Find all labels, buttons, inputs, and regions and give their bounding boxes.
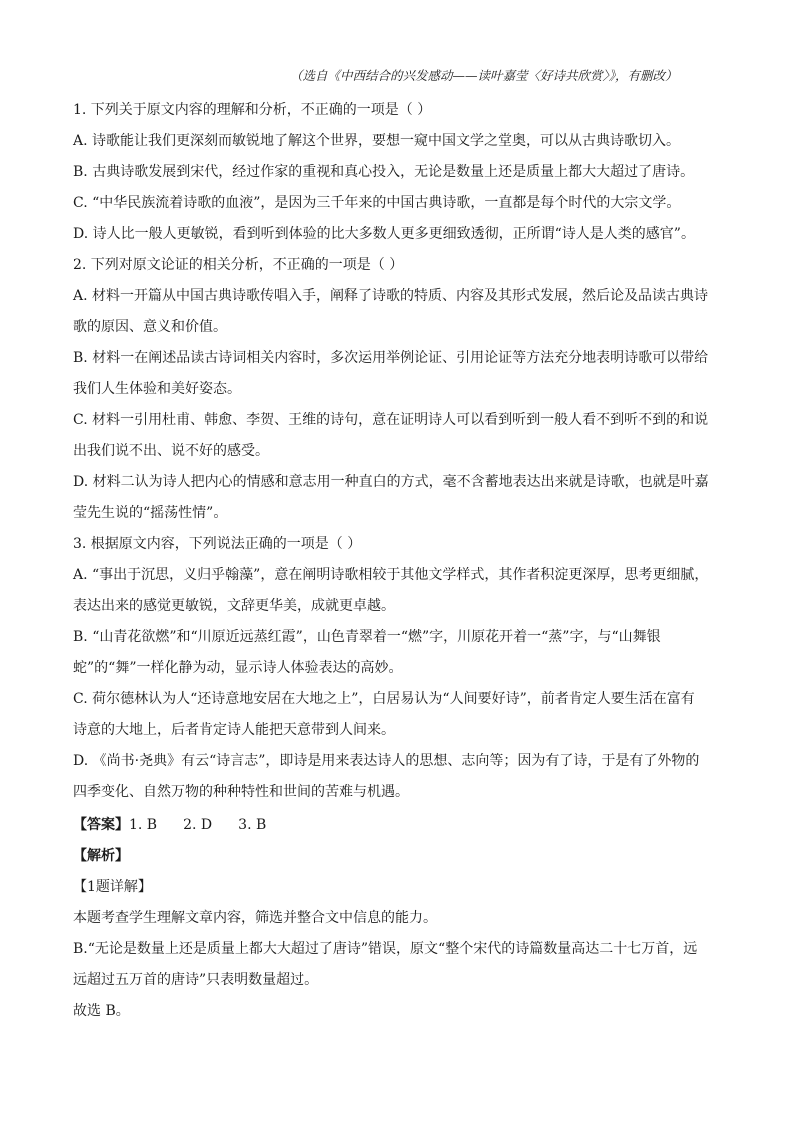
- analysis-line-2: B.“无论是数量上还是质量上都大大超过了唐诗”错误，原文“整个宋代的诗篇数量高达二十七万首，远: [73, 941, 698, 957]
- answer-item-1: 1. B: [129, 817, 158, 833]
- question-3-option-c-line2: 诗意的大地上，后者肯定诗人能把天意带到人间来。: [73, 722, 395, 738]
- question-2-option-b-line1: B. 材料一在阐述品读古诗词相关内容时，多次运用举例论证、引用论证等方法充分地表明诗歌可以带给: [73, 350, 709, 366]
- analysis-heading: [73, 847, 129, 865]
- question-2-option-d-line1: D. 材料二认为诗人把内心的情感和意志用一种直白的方式，毫不含蓄地表达出来就是诗歌，也就是叶嘉: [73, 474, 709, 490]
- source-note: （选自《中西结合的兴发感动——读叶嘉莹〈好诗共欣赏〉》，有删改）: [290, 68, 678, 83]
- question-2-option-a-line2: 歌的原因、意义和价值。: [73, 319, 227, 335]
- question-3-option-d-line2: 四季变化、自然万物的种种特性和世间的苦难与机遇。: [73, 784, 409, 800]
- analysis-sub-tag: 【 1题详解 】: [73, 879, 152, 895]
- question-2-option-b-line2: 我们人生体验和美好姿态。: [73, 381, 241, 397]
- answer-item-2: 2. D: [183, 817, 213, 833]
- question-3-option-a-line2: 表达出来的感觉更敏锐，文辞更华美，成就更卓越。: [73, 598, 395, 614]
- analysis-line-4: 故选 B。: [73, 1003, 130, 1019]
- analysis-sub-heading: [73, 878, 152, 896]
- question-2-option-c-line2: 出我们说不出、说不好的感受。: [73, 443, 269, 459]
- question-2-stem: 2. 下列对原文论证的相关分析，不正确的一项是（ ）: [73, 257, 404, 273]
- question-3-option-d-line1: D. 《尚书·尧典》有云“诗言志”，即诗是用来表达诗人的思想、志向等；因为有了诗，于是有了外物的: [73, 753, 700, 769]
- analysis-tag: 【 解析 】: [73, 848, 129, 864]
- question-1-option-b: B. 古典诗歌发展到宋代，经过作家的重视和真心投入，无论是数量上还是质量上都大大超过了唐诗。: [73, 164, 695, 180]
- question-3-option-b-line2: 蛇”的“舞”一样化静为动，显示诗人体验表达的高妙。: [73, 660, 403, 676]
- question-2-option-c-line1: C. 材料一引用杜甫、韩愈、李贺、王维的诗句，意在证明诗人可以看到听到一般人看不到听不到的和说: [73, 412, 709, 428]
- answer-tag: 【 答案 】: [73, 817, 129, 833]
- question-3-option-a-line1: A. “事出于沉思，义归乎翰藻”，意在阐明诗歌相较于其他文学样式，其作者积淀更深厚，思考更细腻，: [73, 567, 709, 583]
- question-3-option-b-line1: B. “山青花欲燃”和“川原近远蒸红霞”，山色青翠着一“燃”字，川原花开着一“蒸”字，与“山舞银: [73, 629, 661, 645]
- analysis-line-3: 远超过五万首的唐诗”只表明数量超过。: [73, 972, 319, 988]
- question-3-stem: 3. 根据原文内容，下列说法正确的一项是（ ）: [73, 536, 362, 552]
- analysis-line-1: 本题考查学生理解文章内容，筛选并整合文中信息的能力。: [73, 910, 437, 926]
- question-1-option-a: A. 诗歌能让我们更深刻而敏锐地了解这个世界，要想一窥中国文学之堂奥，可以从古典诗歌切入。: [73, 133, 681, 149]
- question-1-option-d: D. 诗人比一般人更敏锐，看到听到体验的比大多数人更多更细致透彻，正所谓“诗人是人类的感官”。: [73, 226, 695, 242]
- question-1-stem: 1. 下列关于原文内容的理解和分析，不正确的一项是（ ）: [73, 102, 432, 118]
- question-3-option-c-line1: C. 荷尔德林认为人“还诗意地安居在大地之上”，白居易认为“人间要好诗”，前者肯定人要生活在富有: [73, 691, 695, 707]
- question-2-option-d-line2: 莹先生说的“摇荡性情”。: [73, 505, 228, 521]
- question-1-option-c: C. “中华民族流着诗歌的血液”，是因为三千年来的中国古典诗歌，一直都是每个时代的大宗文学。: [73, 195, 681, 211]
- answer-row: [73, 816, 292, 834]
- question-2-option-a-line1: A. 材料一开篇从中国古典诗歌传唱入手，阐释了诗歌的特质、内容及其形式发展，然后论及品读古典诗: [73, 288, 709, 304]
- answer-item-3: 3. B: [238, 817, 267, 833]
